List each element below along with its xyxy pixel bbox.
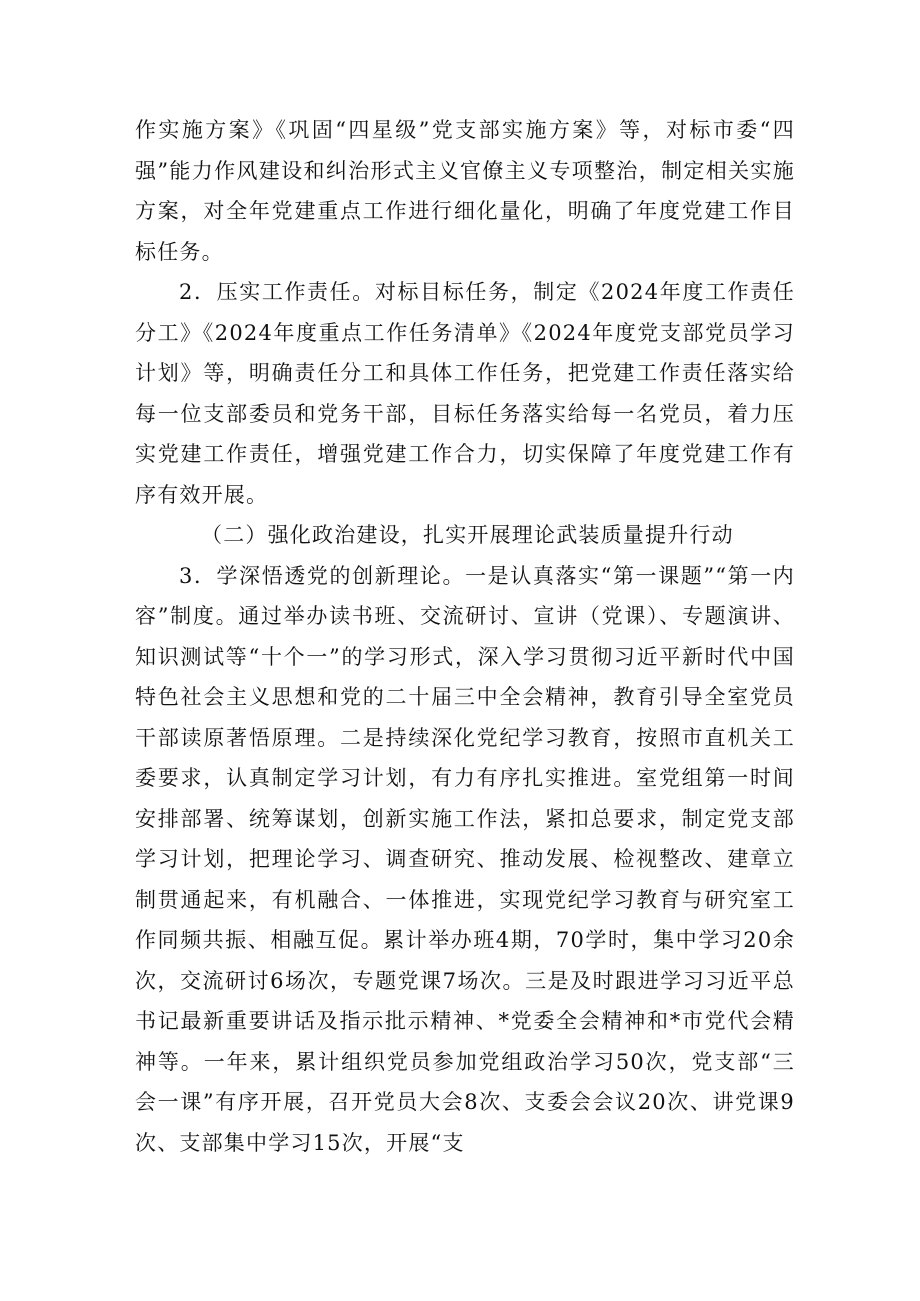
document-body (135, 110, 795, 1163)
paragraph-continuation: 作实施方案》《巩固“四星级”党支部实施方案》等，对标市委“四强”能力作风建设和纠治形式主义官僚主义专项整治，制定相关实施方案，对全年党建重点工作进行细化量化，明确了年度党建工作目标任务。 (135, 118, 795, 264)
section-heading-2: （二）强化政治建设，扎实开展理论武装质量提升行动 (201, 523, 734, 547)
paragraph-item-3: 3．学深悟透党的创新理论。一是认真落实“第一课题”“第一内容”制度。通过举办读书班、交流研讨、宣讲（党课）、专题演讲、知识测试等“十个一”的学习形式，深入学习贯彻习近平新时代中国特色社会主义思想和党的二十届三中全会精神，教育引导全室党员干部读原著悟原理。二是持续深化党纪学习教育，按照市直机关工委要求，认真制定学习计划，有力有序扎实推进。室党组第一时间安排部署、统筹谋划，创新实施工作法，紧扣总要求，制定党支部学习计划，把理论学习、调查研究、推动发展、检视整改、建章立制贯通起来，有机融合、一体推进，实现党纪学习教育与研究室工作同频共振、相融互促。累计举办班4期，70学时，集中学习20余次，交流研讨6场次，专题党课7场次。三是及时跟进学习习近平总书记最新重要讲话及指示批示精神、*党委全会精神和*市党代会精神等。一年来，累计组织党员参加党组政治学习50次，党支部“三会一课”有序开展，召开党员大会8次、支委会会议20次、讲党课9次、支部集中学习15次，开展“支 (135, 563, 795, 1155)
paragraph-item-2: 2．压实工作责任。对标目标任务，制定《2024年度工作责任分工》《2024年度重点工作任务清单》《2024年度党支部党员学习计划》等，明确责任分工和具体工作任务，把党建工作责任落实给每一位支部委员和党务干部，目标任务落实给每一名党员，着力压实党建工作责任，增强党建工作合力，切实保障了年度党建工作有序有效开展。 (135, 280, 795, 507)
